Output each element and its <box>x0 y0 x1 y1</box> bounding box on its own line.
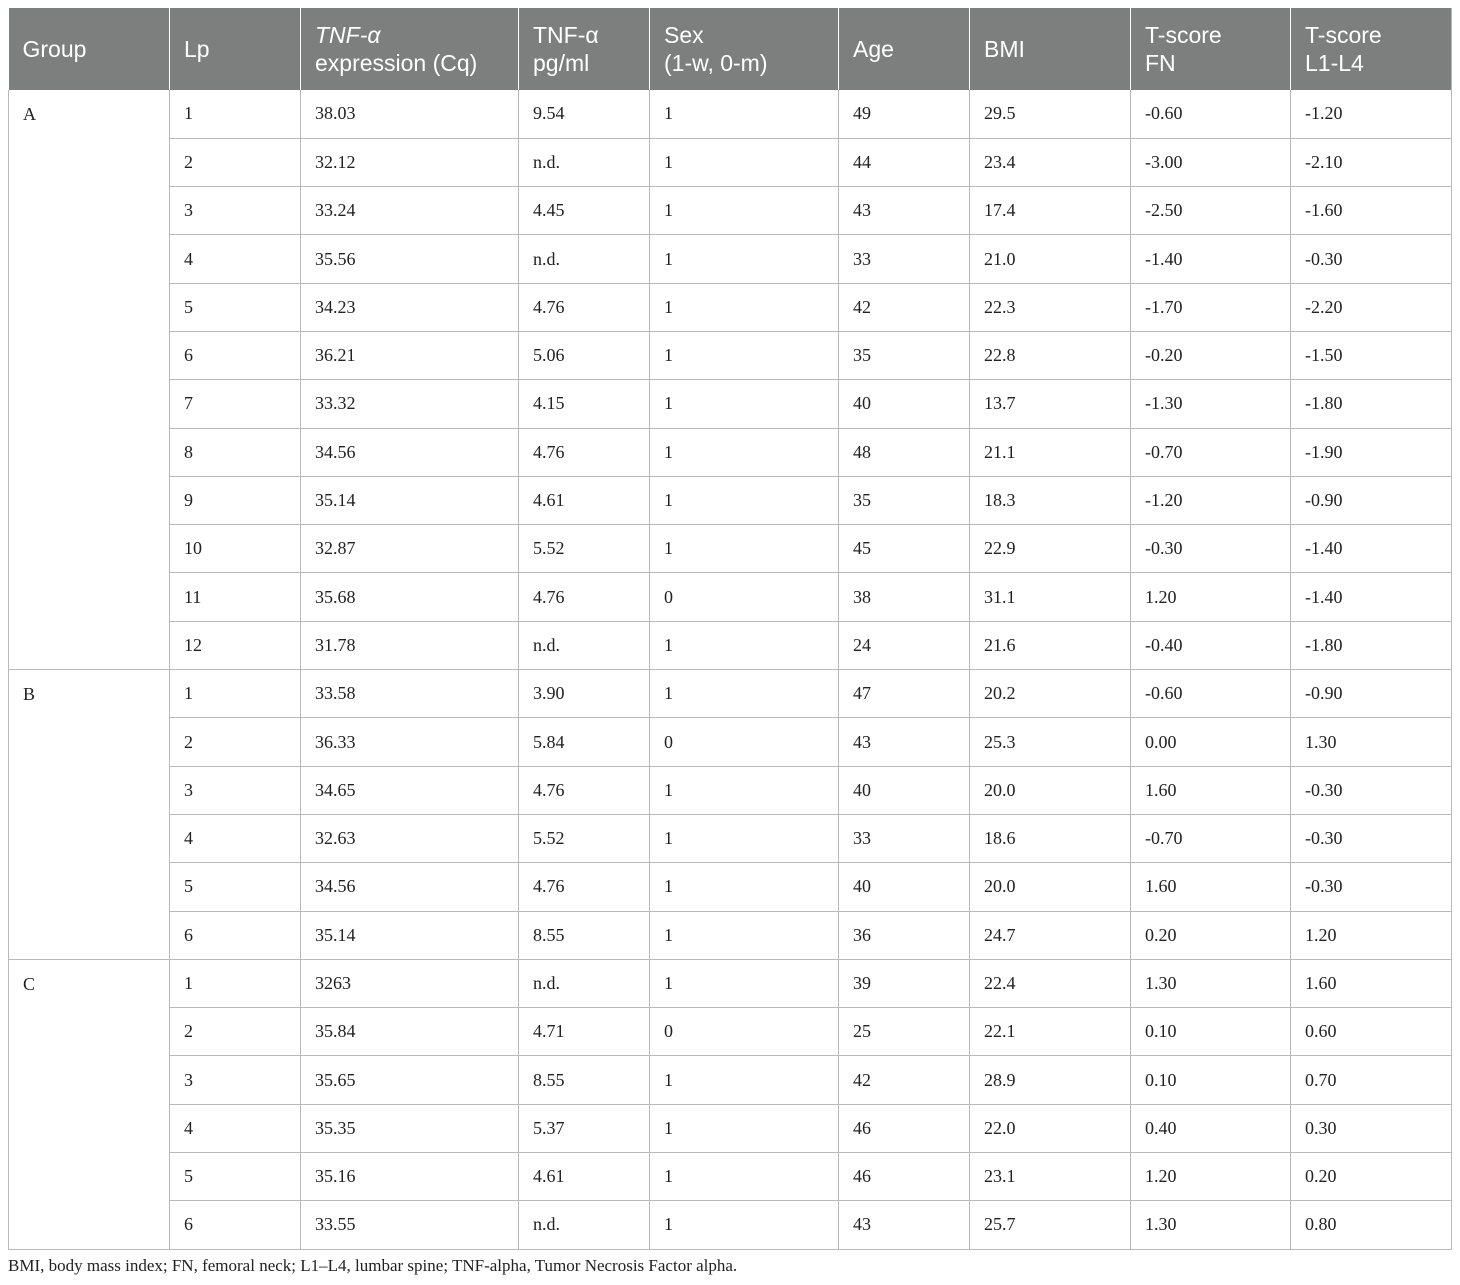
table-cell: 23.1 <box>970 1153 1131 1201</box>
table-cell: -0.40 <box>1131 621 1291 669</box>
table-cell: 45 <box>839 525 970 573</box>
table-cell: 10 <box>170 525 301 573</box>
table-cell: 22.3 <box>970 283 1131 331</box>
table-cell: 4.76 <box>519 863 650 911</box>
table-row <box>9 621 1452 669</box>
table-cell: 13.7 <box>970 380 1131 428</box>
table-cell: 2 <box>170 1008 301 1056</box>
table-cell: 34.65 <box>301 766 519 814</box>
table-cell: 36 <box>839 911 970 959</box>
table-cell: 33 <box>839 814 970 862</box>
table-cell: 4.76 <box>519 766 650 814</box>
table-cell: n.d. <box>519 621 650 669</box>
table-cell: 1 <box>650 1153 839 1201</box>
table-cell: 29.5 <box>970 90 1131 138</box>
table-row <box>9 959 1452 1007</box>
table-cell: 1 <box>650 525 839 573</box>
table-cell: 0.30 <box>1291 1104 1452 1152</box>
table-cell: 38.03 <box>301 90 519 138</box>
header-sex: Sex (1-w, 0-m) <box>650 8 839 90</box>
table-cell: 1.30 <box>1131 1201 1291 1249</box>
table-cell: -1.80 <box>1291 380 1452 428</box>
table-cell: 1 <box>650 911 839 959</box>
table-header <box>9 8 1452 90</box>
table-row <box>9 1008 1452 1056</box>
table-cell: 1.20 <box>1131 573 1291 621</box>
table-cell: 5 <box>170 283 301 331</box>
table-row <box>9 235 1452 283</box>
table-cell: 34.56 <box>301 428 519 476</box>
table-row <box>9 380 1452 428</box>
table-cell: 42 <box>839 283 970 331</box>
header-lp: Lp <box>170 8 301 90</box>
table-row <box>9 1056 1452 1104</box>
table-cell: 22.0 <box>970 1104 1131 1152</box>
table-cell: 18.3 <box>970 476 1131 524</box>
table-cell: 1 <box>650 476 839 524</box>
table-cell: 28.9 <box>970 1056 1131 1104</box>
table-cell: 1.20 <box>1131 1153 1291 1201</box>
table-cell: 4.76 <box>519 283 650 331</box>
table-cell: n.d. <box>519 959 650 1007</box>
table-cell: -2.50 <box>1131 187 1291 235</box>
table-cell: 9.54 <box>519 90 650 138</box>
table-cell: 1.60 <box>1131 766 1291 814</box>
table-cell: -0.30 <box>1291 863 1452 911</box>
table-cell: 0.20 <box>1131 911 1291 959</box>
table-row <box>9 187 1452 235</box>
table-cell: 43 <box>839 1201 970 1249</box>
table-cell: n.d. <box>519 1201 650 1249</box>
table-row <box>9 766 1452 814</box>
table-cell: 36.33 <box>301 718 519 766</box>
table-cell: 24 <box>839 621 970 669</box>
table-cell: 5.84 <box>519 718 650 766</box>
table-cell: 8.55 <box>519 1056 650 1104</box>
table-row <box>9 525 1452 573</box>
table-cell: 32.12 <box>301 138 519 186</box>
table-cell: -1.20 <box>1291 90 1452 138</box>
table-cell: 1 <box>650 138 839 186</box>
table-cell: 4.15 <box>519 380 650 428</box>
table-cell: 1 <box>650 766 839 814</box>
table-cell: 1 <box>650 670 839 718</box>
table-cell: 5.52 <box>519 525 650 573</box>
table-cell: 1 <box>650 283 839 331</box>
table-cell: 1.30 <box>1291 718 1452 766</box>
table-cell: 1 <box>650 814 839 862</box>
table-cell: 0.10 <box>1131 1056 1291 1104</box>
table-cell: 1 <box>650 428 839 476</box>
table-cell: 0.80 <box>1291 1201 1452 1249</box>
table-cell: 32.87 <box>301 525 519 573</box>
table-cell: 39 <box>839 959 970 1007</box>
table-cell: 4 <box>170 235 301 283</box>
table-cell: 20.0 <box>970 863 1131 911</box>
table-cell: 40 <box>839 863 970 911</box>
group-label-cell: A <box>9 90 170 670</box>
table-cell: 25 <box>839 1008 970 1056</box>
table-cell: 9 <box>170 476 301 524</box>
table-cell: 22.4 <box>970 959 1131 1007</box>
table-cell: 4.76 <box>519 428 650 476</box>
table-cell: 49 <box>839 90 970 138</box>
table-cell: 44 <box>839 138 970 186</box>
header-bmi: BMI <box>970 8 1131 90</box>
table-cell: 35.14 <box>301 476 519 524</box>
table-cell: 5.37 <box>519 1104 650 1152</box>
table-cell: 31.1 <box>970 573 1131 621</box>
table-cell: 0.00 <box>1131 718 1291 766</box>
table-cell: 4.76 <box>519 573 650 621</box>
table-cell: 25.7 <box>970 1201 1131 1249</box>
table-cell: -1.90 <box>1291 428 1452 476</box>
table-cell: -0.30 <box>1291 235 1452 283</box>
table-cell: -0.30 <box>1291 814 1452 862</box>
table-row <box>9 476 1452 524</box>
table-cell: 3 <box>170 187 301 235</box>
table-cell: 5 <box>170 863 301 911</box>
table-cell: 34.56 <box>301 863 519 911</box>
table-cell: 32.63 <box>301 814 519 862</box>
table-cell: 35.84 <box>301 1008 519 1056</box>
table-cell: 1 <box>650 187 839 235</box>
table-cell: 35.14 <box>301 911 519 959</box>
group-label-cell: C <box>9 959 170 1249</box>
table-cell: -0.60 <box>1131 90 1291 138</box>
table-cell: 0 <box>650 573 839 621</box>
table-cell: -2.20 <box>1291 283 1452 331</box>
table-cell: 35 <box>839 476 970 524</box>
table-cell: 0 <box>650 1008 839 1056</box>
table-cell: 33.24 <box>301 187 519 235</box>
table-row <box>9 428 1452 476</box>
table-cell: 3 <box>170 766 301 814</box>
table-cell: 6 <box>170 1201 301 1249</box>
table-cell: 1 <box>650 863 839 911</box>
table-cell: 40 <box>839 766 970 814</box>
table-cell: 35.16 <box>301 1153 519 1201</box>
table-cell: 47 <box>839 670 970 718</box>
table-cell: 12 <box>170 621 301 669</box>
table-cell: -2.10 <box>1291 138 1452 186</box>
table-row <box>9 670 1452 718</box>
table-cell: 0 <box>650 718 839 766</box>
table-cell: 22.9 <box>970 525 1131 573</box>
table-row <box>9 718 1452 766</box>
table-cell: 0.70 <box>1291 1056 1452 1104</box>
table-cell: 43 <box>839 718 970 766</box>
table-cell: 48 <box>839 428 970 476</box>
table-cell: 0.20 <box>1291 1153 1452 1201</box>
table-cell: 1 <box>650 959 839 1007</box>
table-cell: -0.20 <box>1131 331 1291 379</box>
table-cell: 0.10 <box>1131 1008 1291 1056</box>
table-cell: 4.61 <box>519 1153 650 1201</box>
group-label-cell: B <box>9 670 170 960</box>
table-cell: 43 <box>839 187 970 235</box>
table-cell: 1 <box>650 331 839 379</box>
table-cell: 31.78 <box>301 621 519 669</box>
table-cell: 2 <box>170 718 301 766</box>
table-cell: 1 <box>650 380 839 428</box>
table-cell: -0.70 <box>1131 814 1291 862</box>
table-cell: 0.40 <box>1131 1104 1291 1152</box>
table-cell: 1 <box>170 959 301 1007</box>
table-footnote: BMI, body mass index; FN, femoral neck; L1–L4, lumbar spine; TNF-alpha, Tumor Necrosis Factor alpha. <box>8 1256 738 1275</box>
header-age: Age <box>839 8 970 90</box>
table-cell: 5.52 <box>519 814 650 862</box>
table-cell: -1.40 <box>1291 525 1452 573</box>
table-cell: -0.30 <box>1131 525 1291 573</box>
table-cell: 21.0 <box>970 235 1131 283</box>
table-cell: 1 <box>650 90 839 138</box>
table-row <box>9 1153 1452 1201</box>
table-container <box>8 8 1451 1250</box>
table-cell: 18.6 <box>970 814 1131 862</box>
table-cell: 6 <box>170 331 301 379</box>
table-cell: 22.8 <box>970 331 1131 379</box>
table-cell: 4.71 <box>519 1008 650 1056</box>
table-cell: -0.30 <box>1291 766 1452 814</box>
table-cell: 11 <box>170 573 301 621</box>
table-row <box>9 331 1452 379</box>
table-cell: 33.55 <box>301 1201 519 1249</box>
table-cell: 1.60 <box>1291 959 1452 1007</box>
table-cell: 7 <box>170 380 301 428</box>
table-cell: 33.58 <box>301 670 519 718</box>
table-cell: 46 <box>839 1153 970 1201</box>
table-cell: 21.6 <box>970 621 1131 669</box>
table-cell: 35 <box>839 331 970 379</box>
table-cell: 33 <box>839 235 970 283</box>
table-row <box>9 911 1452 959</box>
table-cell: 22.1 <box>970 1008 1131 1056</box>
table-cell: -1.20 <box>1131 476 1291 524</box>
table-cell: 5 <box>170 1153 301 1201</box>
table-cell: 1.60 <box>1131 863 1291 911</box>
table-cell: 23.4 <box>970 138 1131 186</box>
header-tscore-l1l4: T-score L1-L4 <box>1291 8 1452 90</box>
header-tnf-pgml: TNF-α pg/ml <box>519 8 650 90</box>
table-cell: 4.61 <box>519 476 650 524</box>
table-cell: 4 <box>170 1104 301 1152</box>
table-cell: 33.32 <box>301 380 519 428</box>
table-row <box>9 814 1452 862</box>
table-cell: -1.50 <box>1291 331 1452 379</box>
table-cell: 4.45 <box>519 187 650 235</box>
table-row <box>9 1104 1452 1152</box>
data-table <box>8 8 1452 1250</box>
table-cell: 1 <box>170 670 301 718</box>
table-cell: 35.56 <box>301 235 519 283</box>
table-cell: 21.1 <box>970 428 1131 476</box>
table-cell: 36.21 <box>301 331 519 379</box>
table-cell: -1.80 <box>1291 621 1452 669</box>
table-cell: 35.65 <box>301 1056 519 1104</box>
table-cell: 8 <box>170 428 301 476</box>
table-cell: -3.00 <box>1131 138 1291 186</box>
table-cell: 17.4 <box>970 187 1131 235</box>
table-row <box>9 863 1452 911</box>
table-cell: 8.55 <box>519 911 650 959</box>
table-cell: 3263 <box>301 959 519 1007</box>
header-group: Group <box>9 8 170 90</box>
table-cell: -1.40 <box>1291 573 1452 621</box>
table-cell: 35.68 <box>301 573 519 621</box>
table-cell: 5.06 <box>519 331 650 379</box>
table-cell: -0.60 <box>1131 670 1291 718</box>
table-cell: 20.2 <box>970 670 1131 718</box>
table-cell: 34.23 <box>301 283 519 331</box>
table-cell: -1.30 <box>1131 380 1291 428</box>
header-row <box>9 8 1452 90</box>
table-cell: 40 <box>839 380 970 428</box>
table-cell: -0.90 <box>1291 476 1452 524</box>
table-cell: 1 <box>650 1056 839 1104</box>
table-cell: -1.70 <box>1131 283 1291 331</box>
table-cell: 3.90 <box>519 670 650 718</box>
table-cell: 38 <box>839 573 970 621</box>
table-cell: 1 <box>650 1104 839 1152</box>
header-tscore-fn: T-score FN <box>1131 8 1291 90</box>
table-cell: -1.40 <box>1131 235 1291 283</box>
table-cell: 25.3 <box>970 718 1131 766</box>
table-cell: n.d. <box>519 138 650 186</box>
table-cell: 1 <box>650 235 839 283</box>
table-cell: 3 <box>170 1056 301 1104</box>
table-cell: n.d. <box>519 235 650 283</box>
table-cell: 24.7 <box>970 911 1131 959</box>
table-cell: -0.70 <box>1131 428 1291 476</box>
table-cell: 1 <box>650 1201 839 1249</box>
table-cell: 6 <box>170 911 301 959</box>
header-tnf-expression: TNF-α expression (Cq) <box>301 8 519 90</box>
table-cell: 1.20 <box>1291 911 1452 959</box>
table-row <box>9 90 1452 138</box>
table-cell: 20.0 <box>970 766 1131 814</box>
table-cell: 1 <box>170 90 301 138</box>
table-body <box>9 90 1452 1249</box>
table-cell: 1.30 <box>1131 959 1291 1007</box>
table-cell: -0.90 <box>1291 670 1452 718</box>
table-row <box>9 573 1452 621</box>
table-row <box>9 1201 1452 1249</box>
table-cell: 0.60 <box>1291 1008 1452 1056</box>
table-cell: 42 <box>839 1056 970 1104</box>
table-cell: 35.35 <box>301 1104 519 1152</box>
table-cell: -1.60 <box>1291 187 1452 235</box>
table-cell: 1 <box>650 621 839 669</box>
table-cell: 4 <box>170 814 301 862</box>
table-row <box>9 138 1452 186</box>
table-cell: 2 <box>170 138 301 186</box>
table-cell: 46 <box>839 1104 970 1152</box>
table-row <box>9 283 1452 331</box>
